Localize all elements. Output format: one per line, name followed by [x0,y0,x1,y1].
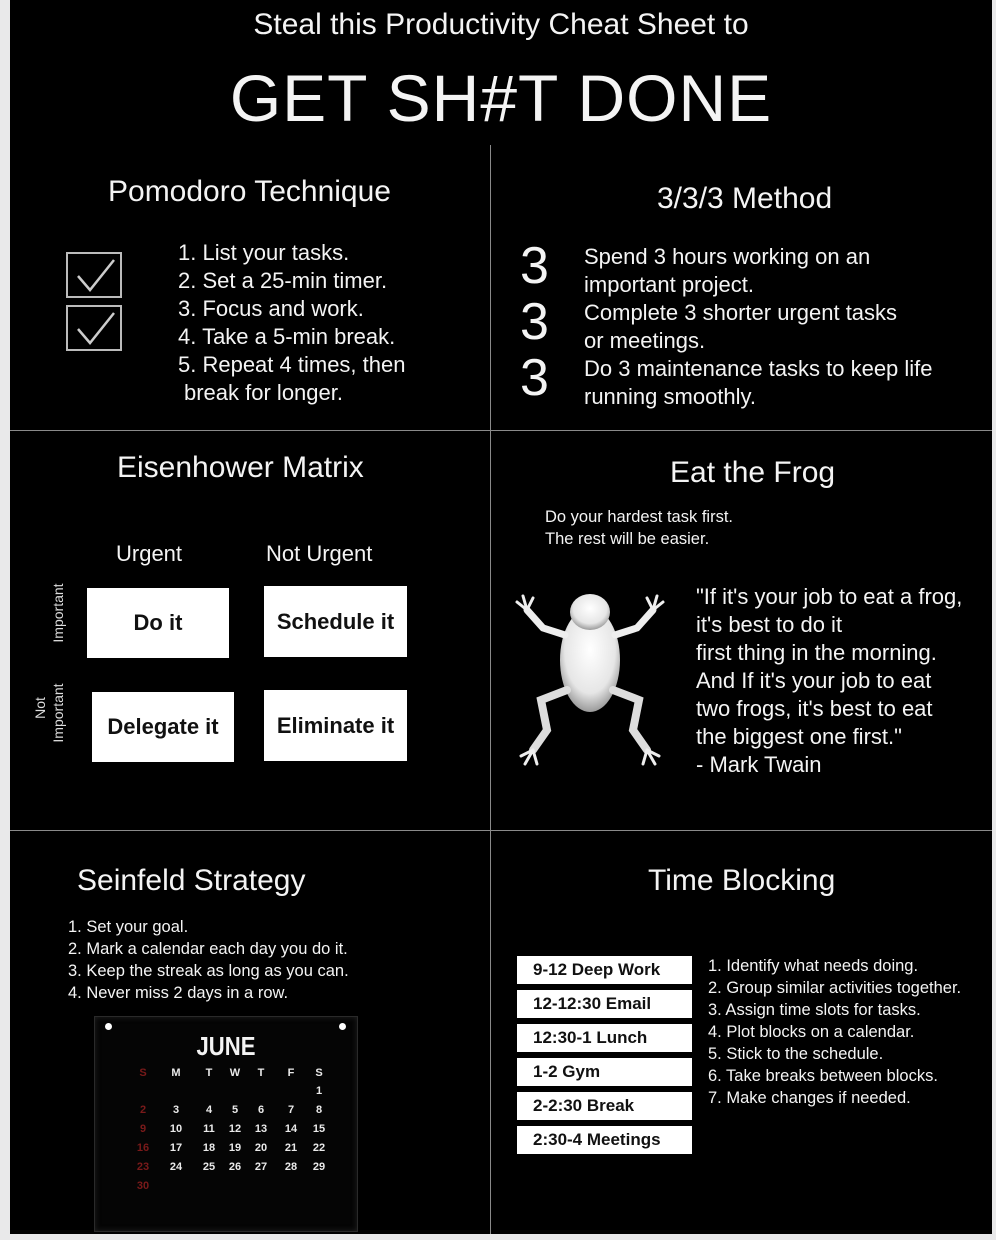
pomodoro-step: 1. List your tasks. [178,240,350,265]
matrix-schedule-it: Schedule it [264,586,407,657]
row-label-not: Not [32,697,48,719]
quote-author: - Mark Twain [696,752,822,777]
quote-line: And If it's your job to eat [696,668,932,693]
calendar-day: 15 [312,1123,326,1135]
three-item-line: running smoothly. [584,384,757,409]
time-blocking-step: 5. Stick to the schedule. [708,1045,884,1063]
seinfeld-steps [68,916,349,1004]
time-blocking-steps [708,955,961,1109]
row-divider-1 [10,430,992,431]
quote-line: two frogs, it's best to eat [696,696,933,721]
time-block: 12:30-1 Lunch [517,1024,692,1052]
calendar-day: 23 [136,1161,150,1173]
calendar-day: 3 [172,1104,180,1116]
calendar-weekday: S [139,1067,147,1079]
three-number: 3 [520,293,549,351]
calendar-day: 8 [315,1104,323,1116]
calendar-day: 14 [284,1123,298,1135]
pomodoro-title: Pomodoro Technique [108,175,391,208]
row-divider-2 [10,830,992,831]
pomodoro-steps [178,239,405,407]
frog-quote [696,583,962,779]
calendar-weekday: T [205,1067,213,1079]
calendar-weekday: S [315,1067,323,1079]
seinfeld-step: 2. Mark a calendar each day you do it. [68,940,348,958]
time-blocking-step: 4. Plot blocks on a calendar. [708,1023,915,1041]
col-label-urgent: Urgent [116,541,183,566]
quote-line: first thing in the morning. [696,640,937,665]
calendar-day: 5 [231,1104,239,1116]
quote-line: the biggest one first." [696,724,902,749]
time-block: 1-2 Gym [517,1058,692,1086]
three-item [584,299,897,355]
calendar-day: 13 [254,1123,268,1135]
three-item-line: Do 3 maintenance tasks to keep life [584,356,933,381]
header-subtitle: Steal this Productivity Cheat Sheet to [253,8,749,41]
time-block: 2-2:30 Break [517,1092,692,1120]
calendar-day: 22 [312,1142,326,1154]
frog-icon [505,580,675,770]
pomodoro-step: break for longer. [184,380,343,405]
seinfeld-step: 1. Set your goal. [68,918,189,936]
three-number: 3 [520,237,549,295]
three-item [584,243,870,299]
calendar-day: 30 [136,1180,150,1192]
time-blocking-step: 3. Assign time slots for tasks. [708,1001,921,1019]
frog-intro-line: The rest will be easier. [545,530,710,548]
calendar-day: 17 [169,1142,183,1154]
calendar-day: 20 [254,1142,268,1154]
frog-title: Eat the Frog [670,456,836,489]
matrix-do-it: Do it [87,588,229,658]
calendar-day: 11 [203,1123,215,1135]
calendar-day: 1 [315,1085,323,1097]
row-label-important: Important [50,583,66,643]
calendar-day: 29 [312,1161,326,1173]
calendar-day: 25 [202,1161,216,1173]
seinfeld-step: 3. Keep the streak as long as you can. [68,962,349,980]
frog-intro [545,506,733,550]
col-label-not-urgent: Not Urgent [266,541,373,566]
calendar-day: 10 [169,1123,183,1135]
time-blocking-step: 1. Identify what needs doing. [708,957,919,975]
calendar-month: JUNE [196,1031,256,1061]
calendar-weekday: M [171,1067,181,1079]
calendar-day: 27 [254,1161,268,1173]
calendar-day: 6 [257,1104,265,1116]
eisenhower-title: Eisenhower Matrix [117,451,364,484]
calendar-ring-icon [339,1023,346,1030]
pomodoro-step: 4. Take a 5-min break. [178,324,396,349]
header-title: GET SH#T DONE [229,61,773,135]
pomodoro-step: 3. Focus and work. [178,296,364,321]
time-blocking-step: 6. Take breaks between blocks. [708,1067,938,1085]
calendar-weekday: T [257,1067,265,1079]
calendar-weekday: W [229,1067,241,1079]
calendar-day: 26 [228,1161,242,1173]
calendar [94,1016,358,1232]
time-block: 12-12:30 Email [517,990,692,1018]
calendar-day: 21 [284,1142,298,1154]
calendar-ring-icon [105,1023,112,1030]
calendar-day: 9 [139,1123,147,1135]
calendar-day: 18 [202,1142,216,1154]
calendar-day: 24 [169,1161,183,1173]
calendar-weekday: F [287,1067,295,1079]
frog-intro-line: Do your hardest task first. [545,508,733,526]
three-method-title: 3/3/3 Method [657,182,833,215]
row-label-important: Important [50,683,66,743]
matrix-eliminate-it: Eliminate it [264,690,407,761]
three-item-line: Complete 3 shorter urgent tasks [584,300,898,325]
three-item [584,355,933,411]
seinfeld-step: 4. Never miss 2 days in a row. [68,984,289,1002]
checkbox-checked-icon [66,252,122,298]
matrix-delegate-it: Delegate it [92,692,234,762]
calendar-day: 7 [287,1104,295,1116]
three-item-line: or meetings. [584,328,706,353]
seinfeld-title: Seinfeld Strategy [77,864,306,897]
calendar-day: 19 [228,1142,242,1154]
time-block: 2:30-4 Meetings [517,1126,692,1154]
quote-line: "If it's your job to eat a frog, [696,584,963,609]
cheat-sheet [10,0,992,1234]
quote-line: it's best to do it [696,612,843,637]
pomodoro-step: 2. Set a 25-min timer. [178,268,388,293]
checkbox-checked-icon [66,305,122,351]
center-divider [490,145,491,1234]
three-item-line: Spend 3 hours working on an [584,244,871,269]
time-blocking-step: 2. Group similar activities together. [708,979,962,997]
calendar-day: 2 [139,1104,147,1116]
calendar-day: 28 [284,1161,298,1173]
three-number: 3 [520,349,549,407]
calendar-day: 4 [205,1104,213,1116]
time-blocking-title: Time Blocking [648,864,836,897]
calendar-day: 12 [228,1123,242,1135]
time-block: 9-12 Deep Work [517,956,692,984]
calendar-day: 16 [136,1142,150,1154]
time-blocking-step: 7. Make changes if needed. [708,1089,911,1107]
three-item-line: important project. [584,272,754,297]
pomodoro-step: 5. Repeat 4 times, then [178,352,406,377]
